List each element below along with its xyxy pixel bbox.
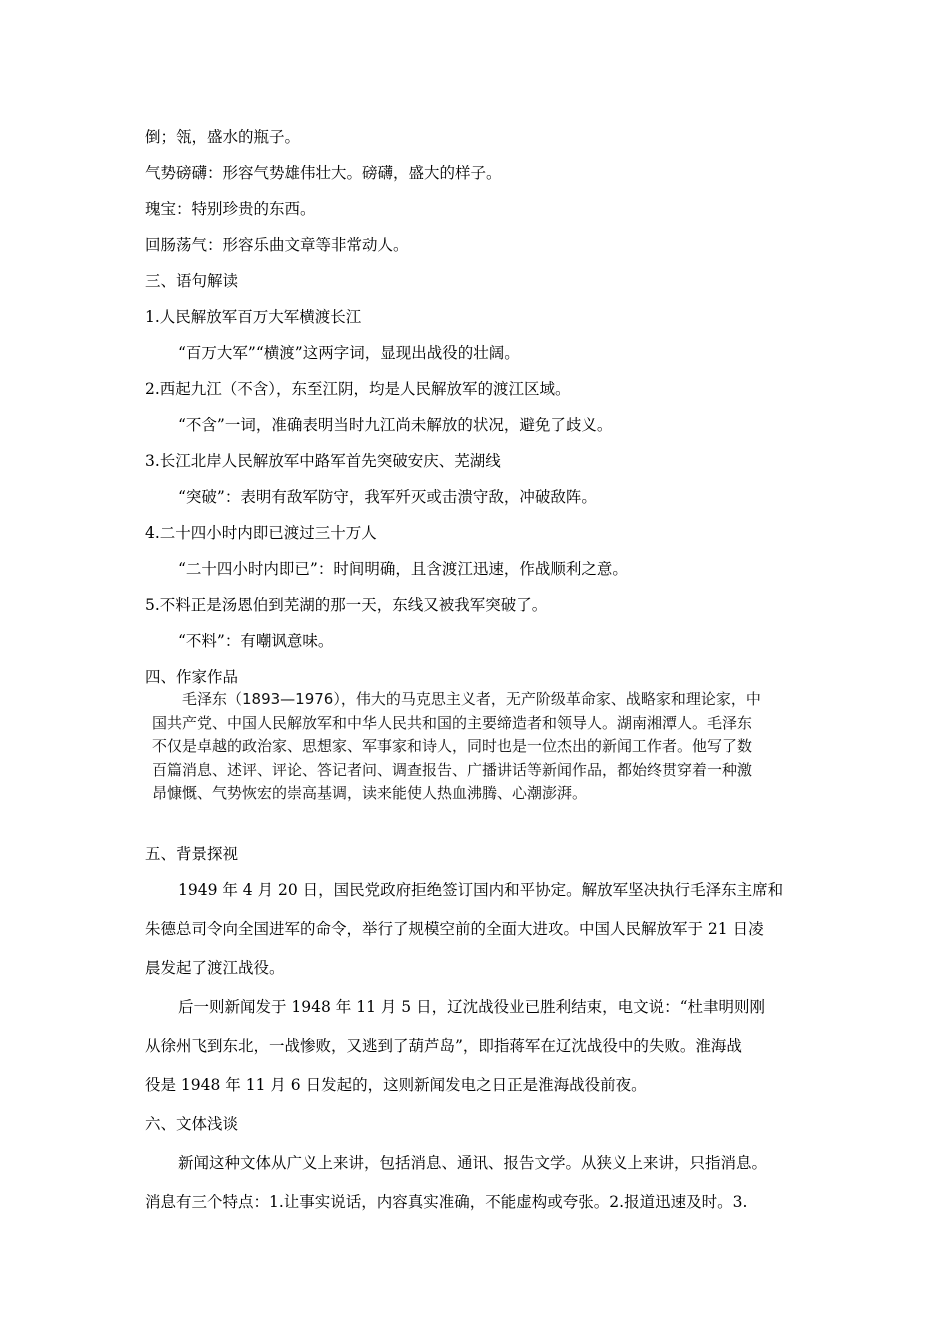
author-bio-line: 昂慷慨、气势恢宏的崇高基调，读来能使人热血沸腾、心潮澎湃。: [152, 784, 588, 802]
section-heading-5: 五、背景探视: [145, 845, 239, 863]
author-bio: [152, 688, 802, 806]
background-line: 后一则新闻发于 1948 年 11 月 5 日，辽沈战役业已胜利结束，电文说：“杜聿明则刚: [178, 998, 766, 1016]
genre-line: 消息有三个特点：1.让事实说话，内容真实准确，不能虚构或夸张。2.报道迅速及时。3.: [145, 1193, 748, 1211]
section-heading-3: 三、语句解读: [145, 272, 239, 290]
sentence-2: 2.西起九江（不含），东至江阴，均是人民解放军的渡江区域。: [145, 380, 571, 398]
background-line: 1949 年 4 月 20 日，国民党政府拒绝签订国内和平协定。解放军坚决执行毛泽东主席和: [178, 881, 784, 899]
background-line: 役是 1948 年 11 月 6 日发起的，这则新闻发电之日正是淮海战役前夜。: [145, 1076, 647, 1094]
section-heading-6: 六、文体浅谈: [145, 1115, 239, 1133]
author-bio-line: 毛泽东（1893—1976），伟大的马克思主义者，无产阶级革命家、战略家和理论家，中: [182, 690, 761, 708]
sentence-note-2: “不含”一词，准确表明当时九江尚未解放的状况，避免了歧义。: [178, 416, 613, 434]
sentence-note-3: “突破”：表明有敌军防守，我军歼灭或击溃守敌，冲破敌阵。: [178, 488, 597, 506]
vocab-line-2: 气势磅礴：形容气势雄伟壮大。磅礴，盛大的样子。: [145, 164, 502, 182]
author-bio-line: 国共产党、中国人民解放军和中华人民共和国的主要缔造者和领导人。湖南湘潭人。毛泽东: [152, 713, 753, 732]
sentence-note-1: “百万大军”“横渡”这两字词，显现出战役的壮阔。: [178, 344, 520, 362]
vocab-line-1: 倒；瓴，盛水的瓶子。: [145, 128, 301, 146]
genre-line: 新闻这种文体从广义上来讲，包括消息、通讯、报告文学。从狭义上来讲，只指消息。: [178, 1154, 768, 1172]
background-line: 从徐州飞到东北，一战惨败，又逃到了葫芦岛”，即指蒋军在辽沈战役中的失败。淮海战: [145, 1037, 742, 1055]
sentence-5: 5.不料正是汤恩伯到芜湖的那一天，东线又被我军突破了。: [145, 596, 548, 614]
sentence-note-4: “二十四小时内即已”：时间明确，且含渡江迅速，作战顺利之意。: [178, 560, 628, 578]
section-heading-4: 四、作家作品: [145, 668, 239, 686]
background-line: 朱德总司令向全国进军的命令，举行了规模空前的全面大进攻。中国人民解放军于 21 日凌: [145, 920, 764, 938]
sentence-note-5: “不料”：有嘲讽意味。: [178, 632, 334, 650]
vocab-line-4: 回肠荡气：形容乐曲文章等非常动人。: [145, 236, 409, 254]
author-bio-line: 不仅是卓越的政治家、思想家、军事家和诗人，同时也是一位杰出的新闻工作者。他写了数: [152, 737, 753, 755]
sentence-1: 1.人民解放军百万大军横渡长江: [145, 308, 362, 326]
background-line: 晨发起了渡江战役。: [145, 959, 285, 977]
sentence-3: 3.长江北岸人民解放军中路军首先突破安庆、芜湖线: [145, 452, 501, 470]
sentence-4: 4.二十四小时内即已渡过三十万人: [145, 524, 377, 542]
vocab-line-3: 瑰宝：特别珍贵的东西。: [145, 200, 316, 218]
author-bio-line: 百篇消息、述评、评论、答记者问、调查报告、广播讲话等新闻作品，都始终贯穿着一种激: [152, 760, 753, 779]
